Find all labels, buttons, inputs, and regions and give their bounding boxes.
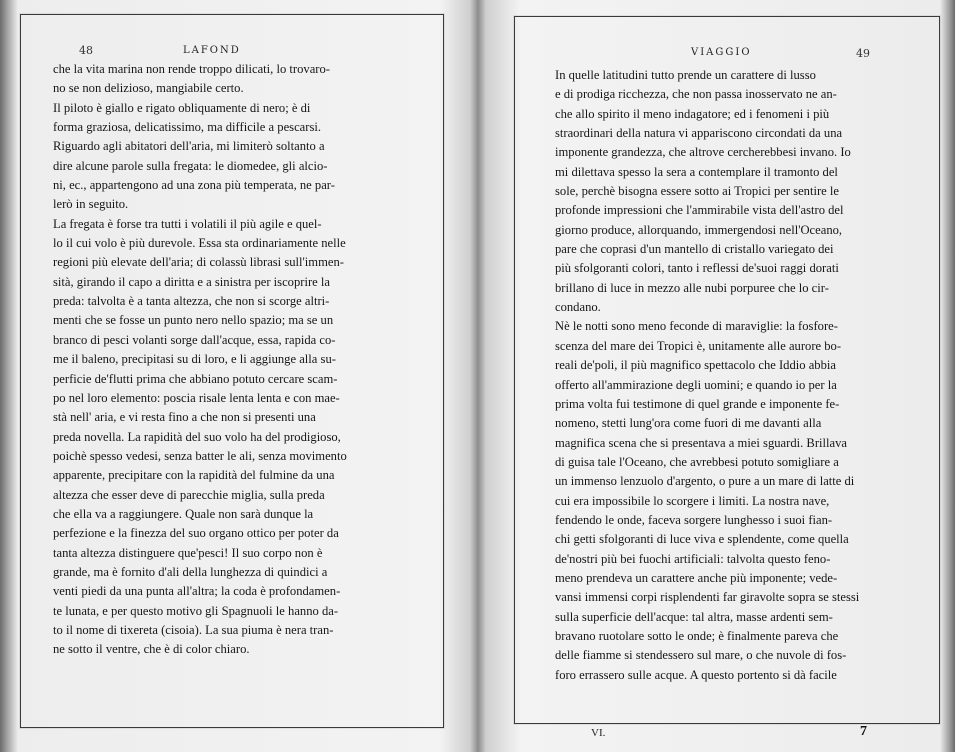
right-page-text-line: reali de'poli, il più magnifico spettacolo che Iddio abbia xyxy=(555,358,836,373)
right-page-text xyxy=(555,66,923,685)
right-page-text-line: Nè le notti sono meno feconde di maraviglie: la fosfore- xyxy=(555,319,838,334)
right-page-text-line: meno prendeva un carattere anche più imponente; vede- xyxy=(555,570,838,585)
left-page-text-line: perficie de'flutti prima che abbiano potuto cercare scam- xyxy=(53,371,338,386)
left-page-text-line: perfezione e la finezza del suo organo ottico per poter da xyxy=(53,526,339,541)
right-page-text-line: più sfolgoranti colori, tanto i reflessi de'suoi raggi dorati xyxy=(555,261,839,276)
right-page-text-line: straordinari della natura vi appariscono circondati da una xyxy=(555,126,843,141)
right-running-head: VIAGGIO xyxy=(691,47,752,58)
left-page-text-line: grande, ma è fornito d'ali della lunghezza di quindici a xyxy=(53,564,328,579)
left-page-text-line: branco di pesci volanti sorge dall'acque, essa, rapida co- xyxy=(53,332,336,347)
right-page-text-line: foro errassero sulle acque. A questo portento si dà facile xyxy=(555,667,837,682)
right-page-text-line: sulla superficie dell'acque: tal altra, masse ardenti sem- xyxy=(555,609,833,624)
right-page-text-line: scenza del mare dei Tropici è, unitamente alle aurore bo- xyxy=(555,338,842,353)
left-running-head: LAFOND xyxy=(183,45,241,56)
left-page-text-line: lerò in seguito. xyxy=(53,197,129,212)
left-page-text-line: po nel loro elemento: poscia risale lenta lenta e con mae- xyxy=(53,390,340,405)
left-page-text-line: te lunata, e per questo motivo gli Spagnuoli le hanno da- xyxy=(53,603,339,618)
left-page-text-line: me il baleno, precipitasi su di loro, e li aggiunge alla su- xyxy=(53,352,336,367)
right-page-text-line: de'nostri più bei fuochi artificiali: talvolta questo feno- xyxy=(555,551,831,566)
left-page-text-line: tanta altezza distinguere que'pesci! Il suo corpo non è xyxy=(53,545,323,560)
left-page-text-line: altezza che esser deve di parecchie miglia, sulla preda xyxy=(53,487,325,502)
left-page-text-line: lo il cui volo è più durevole. Essa sta ordinariamente nelle xyxy=(53,236,346,251)
right-page-text-line: vansi immensi corpi risplendenti far giravolte sopra se stessi xyxy=(555,590,860,605)
left-page-text-line: ni, ec., appartengono ad una zona più temperata, ne par- xyxy=(53,178,335,193)
right-page-text-line: prima volta fui testimone di quel grande e imponente fe- xyxy=(555,396,840,411)
right-page xyxy=(514,16,940,724)
left-page-text-line: forma graziosa, delicatissimo, ma difficile a pescarsi. xyxy=(53,120,321,135)
right-page-text-line: di guisa tale l'Oceano, che avrebbesi potuto somigliare a xyxy=(555,454,839,469)
left-page xyxy=(20,14,444,728)
left-page-text-line: La fregata è forse tra tutti i volatili il più agile e quel- xyxy=(53,216,322,231)
right-page-text-line: chi getti sfolgoranti di luce viva e splendente, come quella xyxy=(555,532,849,547)
left-page-text-line: preda novella. La rapidità del suo volo ha del prodigioso, xyxy=(53,429,341,444)
left-page-folio: 48 xyxy=(79,44,93,57)
right-page-text-line: bravano ruotolare sotto le onde; è finalmente pareva che xyxy=(555,628,839,643)
signature-mark: VI. xyxy=(591,727,606,739)
right-page-text-line: brillano di luce in mezzo alle nubi porpuree che lo cir- xyxy=(555,280,829,295)
right-page-text-line: pare che coprasi d'un mantello di cristallo variegato dei xyxy=(555,242,834,257)
left-page-text-line: apparente, precipitare con la rapidità del fulmine da una xyxy=(53,468,335,483)
right-page-folio: 49 xyxy=(856,47,870,60)
right-page-text-line: mi dilettava spesso la sera a contemplare il tramonto del xyxy=(555,164,838,179)
left-page-text-line: to il nome di tixereta (cisoia). La sua piuma è nera tran- xyxy=(53,622,334,637)
right-page-text-line: magnifica scena che si presentava a miei sguardi. Brillava xyxy=(555,435,847,450)
left-page-text-line: sità, girando il capo a diritta e a sinistra per iscoprire la xyxy=(53,274,330,289)
right-page-text-line: delle fiamme si stendessero sul mare, o che nuvole di fos- xyxy=(555,648,847,663)
left-page-text-line: Il piloto è giallo e rigato obliquamente di nero; è di xyxy=(53,100,311,115)
left-page-text-line: regioni più elevate dell'aria; di colassù librasi sull'immen- xyxy=(53,255,344,270)
right-page-text-line: cui era impossibile lo scorgere i limiti. La nostra nave, xyxy=(555,493,830,508)
left-page-text-line: menti che se fosse un punto nero nello spazio; ma se un xyxy=(53,313,334,328)
left-page-text-line: ne sotto il ventre, che è di color chiaro. xyxy=(53,642,250,657)
left-page-text-line: Riguardo agli abitatori dell'aria, mi limiterò soltanto a xyxy=(53,139,325,154)
right-page-text-line: un immenso lenzuolo d'argento, o pure a un mare di latte di xyxy=(555,474,855,489)
left-page-text-line: che la vita marina non rende troppo dilicati, lo trovaro- xyxy=(53,62,330,76)
right-page-text-line: sole, perchè bisogna essere sotto ai Tropici per sentire le xyxy=(555,184,839,199)
left-page-text-line: no se non delizioso, mangiabile certo. xyxy=(53,81,244,96)
left-page-text-line: poichè spesso vedesi, senza batter le ali, senza movimento xyxy=(53,448,347,463)
left-page-text xyxy=(53,60,425,660)
right-page-text-line: imponente grandezza, che altrove cercherebbesi invano. Io xyxy=(555,145,851,160)
right-page-text-line: offerto all'ammirazione degli uomini; e quando io per la xyxy=(555,377,837,392)
left-page-text-line: stà nell' aria, e vi resta fino a che non si presenti una xyxy=(53,410,316,425)
right-page-text-line: condano. xyxy=(555,300,601,315)
right-page-text-line: profonde impressioni che l'ammirabile vista dell'astro del xyxy=(555,203,844,218)
right-page-text-line: che allo spirito il meno indagatore; ed i fenomeni i più xyxy=(555,106,830,121)
right-page-text-line: In quelle latitudini tutto prende un carattere di lusso xyxy=(555,68,816,82)
bottom-page-number: 7 xyxy=(860,724,867,739)
right-page-text-line: fendendo le onde, faceva sorgere lunghesso i suoi fian- xyxy=(555,512,833,527)
right-page-text-line: e di prodiga ricchezza, che non passa inosservato ne an- xyxy=(555,87,837,102)
left-page-text-line: preda: talvolta è a tanta altezza, che non si scorge altri- xyxy=(53,294,330,309)
left-page-text-line: venti piedi da una punta all'altra; la coda è profondamen- xyxy=(53,584,341,599)
right-page-text-line: nomeno, stetti lung'ora come fuori di me davanti alla xyxy=(555,416,822,431)
left-page-text-line: dire alcune parole sulla fregata: le diomedee, gli alcio- xyxy=(53,158,328,173)
right-page-text-line: giorno produce, allorquando, immergendosi nell'Oceano, xyxy=(555,222,843,237)
left-page-text-line: che ella va a raggiungere. Quale non sarà dunque la xyxy=(53,506,314,521)
